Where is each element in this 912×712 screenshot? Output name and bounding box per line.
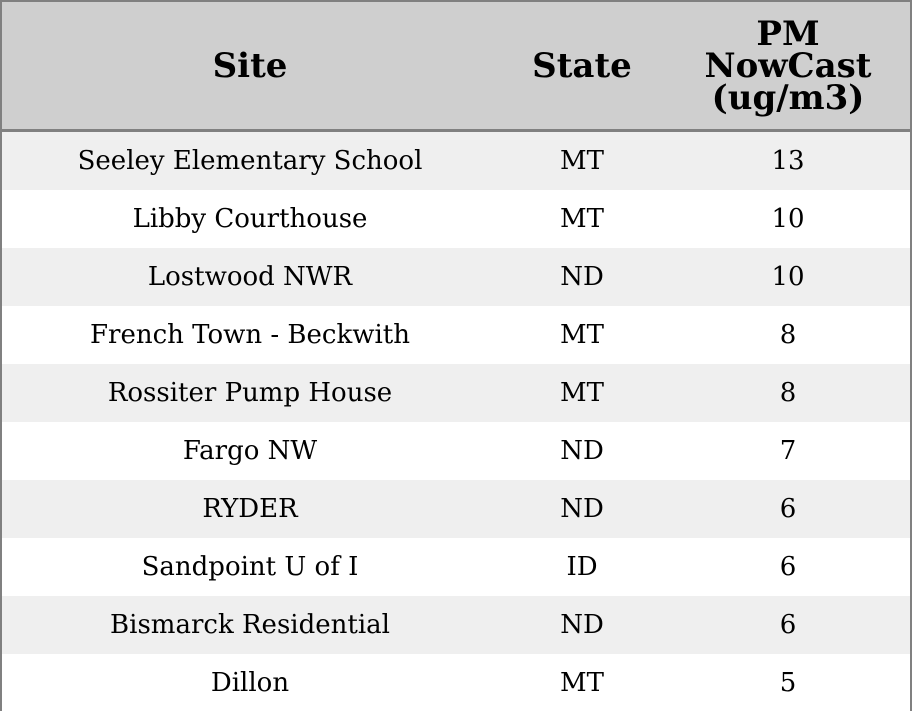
table-row <box>2 480 910 538</box>
table-row <box>2 248 910 306</box>
header-pm-line1: PM <box>756 13 820 54</box>
cell-site: Sandpoint U of I <box>141 552 359 582</box>
header-pm-line3: (ug/m3) <box>711 77 865 118</box>
cell-state: MT <box>560 320 604 350</box>
cell-site: Dillon <box>210 668 290 698</box>
header-state: State <box>532 45 632 86</box>
cell-pm-nowcast: 7 <box>779 436 797 466</box>
cell-site: Fargo NW <box>182 436 318 466</box>
header-site: Site <box>212 45 288 86</box>
cell-pm-nowcast: 6 <box>779 610 797 640</box>
cell-site: Seeley Elementary School <box>77 146 423 176</box>
table-row <box>2 538 910 596</box>
cell-state: MT <box>560 378 604 408</box>
cell-pm-nowcast: 10 <box>771 204 805 234</box>
cell-pm-nowcast: 10 <box>771 262 805 292</box>
table-row <box>2 132 910 190</box>
table-row <box>2 190 910 248</box>
cell-site: Bismarck Residential <box>110 610 390 640</box>
cell-state: ND <box>560 610 604 640</box>
cell-state: ND <box>560 262 604 292</box>
header-pm-nowcast <box>666 2 910 129</box>
cell-site: Rossiter Pump House <box>107 378 393 408</box>
cell-state: MT <box>560 204 604 234</box>
table-row <box>2 596 910 654</box>
table-row <box>2 306 910 364</box>
cell-state: ND <box>560 436 604 466</box>
cell-site: Libby Courthouse <box>132 204 368 234</box>
cell-state: ND <box>560 494 604 524</box>
table-header <box>2 2 910 132</box>
cell-pm-nowcast: 8 <box>779 378 797 408</box>
table-row <box>2 422 910 480</box>
cell-site: Lostwood NWR <box>147 262 353 292</box>
cell-state: ID <box>566 552 598 582</box>
cell-pm-nowcast: 5 <box>779 668 797 698</box>
table-row <box>2 654 910 712</box>
cell-site: RYDER <box>202 494 298 524</box>
cell-site: French Town - Beckwith <box>89 320 411 350</box>
cell-pm-nowcast: 8 <box>779 320 797 350</box>
cell-pm-nowcast: 13 <box>771 146 805 176</box>
cell-pm-nowcast: 6 <box>779 552 797 582</box>
cell-state: MT <box>560 668 604 698</box>
cell-pm-nowcast: 6 <box>779 494 797 524</box>
table-body <box>2 132 910 712</box>
cell-state: MT <box>560 146 604 176</box>
header-pm-line2: NowCast <box>704 45 872 86</box>
table-row <box>2 364 910 422</box>
